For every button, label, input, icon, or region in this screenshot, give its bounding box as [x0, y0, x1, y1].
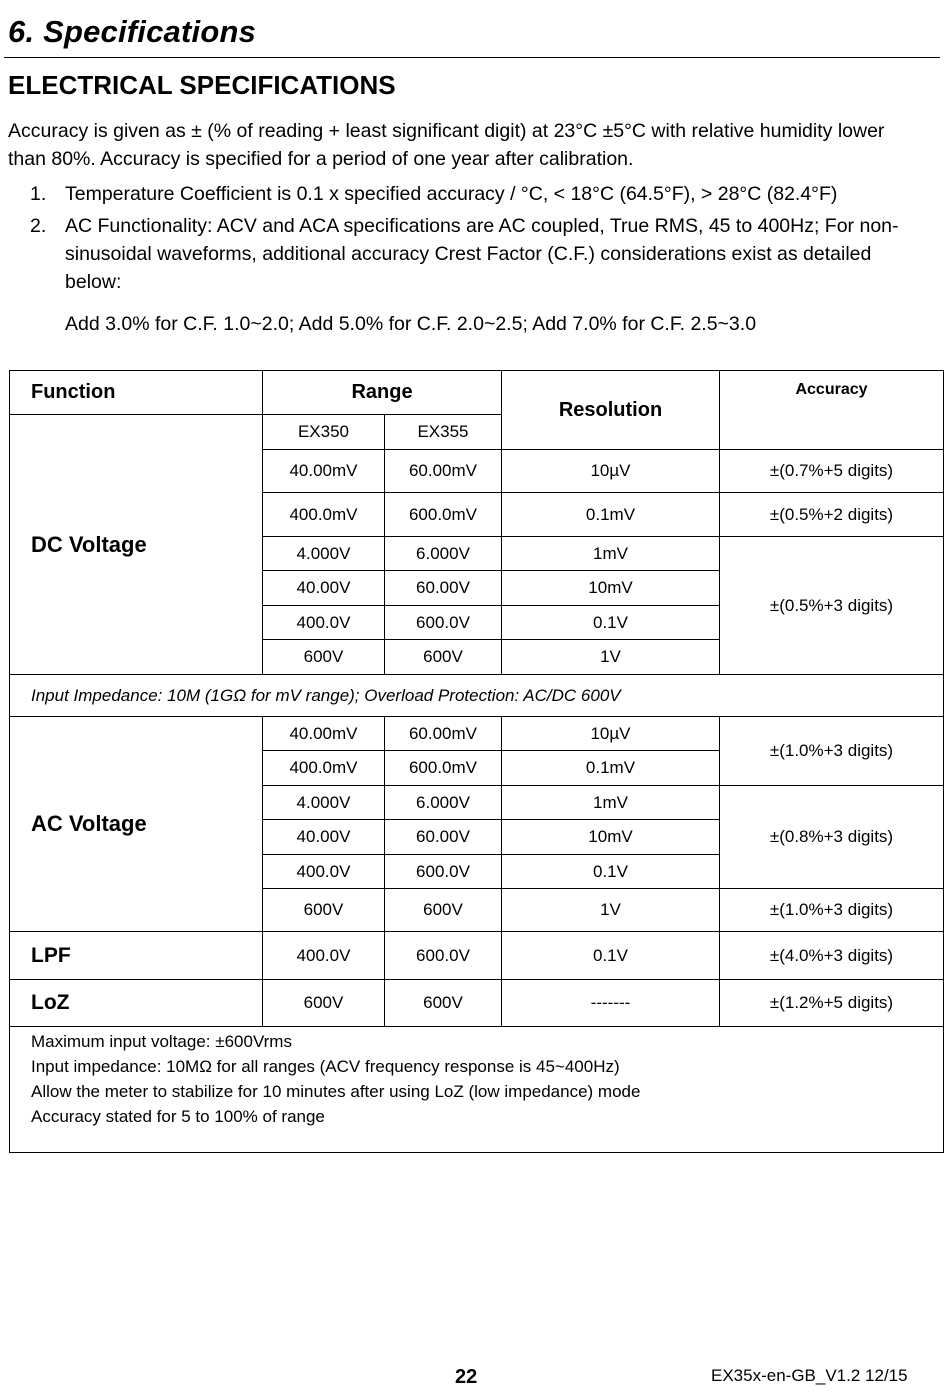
note-text: Temperature Coefficient is 0.1 x specified accuracy / °C, < 18°C (64.5°F), > 28°C (82.4°F) — [65, 183, 838, 205]
section-title: 6. Specifications — [8, 14, 257, 49]
accuracy: ±(1.0%+3 digits) — [720, 717, 944, 786]
header-function: Function — [10, 371, 263, 415]
resolution: 0.1V — [502, 855, 720, 889]
accuracy: ±(4.0%+3 digits) — [720, 932, 944, 980]
note-number: 1. — [30, 183, 47, 205]
range-ex355: 600.0V — [385, 855, 502, 889]
range-ex350: 400.0mV — [263, 493, 385, 537]
resolution: 10mV — [502, 571, 720, 606]
subheader-ex350: EX350 — [263, 415, 385, 450]
subtitle: ELECTRICAL SPECIFICATIONS — [8, 70, 396, 100]
header-resolution: Resolution — [502, 371, 720, 450]
accuracy: ±(0.5%+3 digits) — [720, 537, 944, 675]
resolution: 1mV — [502, 537, 720, 571]
note-text: AC Functionality: ACV and ACA specifications are AC coupled, True RMS, 45 to 400Hz; For non-sinusoidal waveforms, additional accuracy Crest Factor (C.F.) considerations exist as detailed below: — [65, 215, 899, 293]
title-underline — [4, 57, 940, 58]
table-footer-notes — [10, 1027, 944, 1153]
accuracy: ±(0.5%+2 digits) — [720, 493, 944, 537]
range-ex355: 600.0V — [385, 932, 502, 980]
resolution: 0.1V — [502, 932, 720, 980]
resolution: 0.1mV — [502, 493, 720, 537]
range-ex355: 600.0mV — [385, 493, 502, 537]
spec-table — [9, 370, 944, 1153]
resolution: 0.1V — [502, 606, 720, 640]
accuracy: ±(1.2%+5 digits) — [720, 980, 944, 1027]
range-ex355: 600V — [385, 980, 502, 1027]
function-loz: LoZ — [10, 980, 263, 1027]
accuracy: ±(1.0%+3 digits) — [720, 889, 944, 932]
range-ex350: 40.00V — [263, 820, 385, 855]
range-ex350: 400.0V — [263, 855, 385, 889]
range-ex350: 400.0V — [263, 606, 385, 640]
footer-note-line: Maximum input voltage: ±600Vrms — [31, 1032, 292, 1051]
notes-list — [30, 180, 910, 300]
page-number: 22 — [455, 1366, 478, 1388]
range-ex350: 40.00mV — [263, 717, 385, 751]
table-row — [10, 932, 944, 980]
footer-note-line: Accuracy stated for 5 to 100% of range — [31, 1107, 325, 1126]
range-ex355: 600.0mV — [385, 751, 502, 786]
accuracy: ±(0.8%+3 digits) — [720, 786, 944, 889]
crest-factor-line: Add 3.0% for C.F. 1.0~2.0; Add 5.0% for C.F. 2.0~2.5; Add 7.0% for C.F. 2.5~3.0 — [65, 313, 757, 335]
resolution: 1mV — [502, 786, 720, 820]
footer-note-line: Allow the meter to stabilize for 10 minutes after using LoZ (low impedance) mode — [31, 1082, 641, 1101]
resolution: ------- — [502, 980, 720, 1027]
resolution: 1V — [502, 640, 720, 675]
header-accuracy: Accuracy — [720, 371, 944, 450]
range-ex350: 600V — [263, 640, 385, 675]
note-item — [30, 212, 910, 296]
footer-note-line: Input impedance: 10MΩ for all ranges (ACV frequency response is 45~400Hz) — [31, 1057, 620, 1076]
range-ex355: 600.0V — [385, 606, 502, 640]
range-ex355: 6.000V — [385, 537, 502, 571]
dc-input-impedance-note: Input Impedance: 10M (1GΩ for mV range); Overload Protection: AC/DC 600V — [10, 675, 944, 717]
intro-paragraph: Accuracy is given as ± (% of reading + least significant digit) at 23°C ±5°C with relative humidity lower than 80%. Accuracy is specified for a period of one year after calibration. — [8, 120, 885, 170]
subheader-ex355: EX355 — [385, 415, 502, 450]
resolution: 0.1mV — [502, 751, 720, 786]
resolution: 10µV — [502, 717, 720, 751]
range-ex350: 4.000V — [263, 537, 385, 571]
range-ex355: 600V — [385, 640, 502, 675]
range-ex350: 4.000V — [263, 786, 385, 820]
range-ex355: 60.00mV — [385, 450, 502, 493]
table-header-row — [10, 371, 944, 415]
range-ex350: 400.0V — [263, 932, 385, 980]
table-footer-row — [10, 1027, 944, 1153]
range-ex350: 600V — [263, 889, 385, 932]
resolution: 1V — [502, 889, 720, 932]
function-dc-voltage: DC Voltage — [10, 415, 263, 675]
note-item — [30, 180, 910, 208]
range-ex355: 60.00V — [385, 571, 502, 606]
resolution: 10µV — [502, 450, 720, 493]
table-row — [10, 980, 944, 1027]
accuracy: ±(0.7%+5 digits) — [720, 450, 944, 493]
range-ex355: 6.000V — [385, 786, 502, 820]
range-ex350: 600V — [263, 980, 385, 1027]
function-lpf: LPF — [10, 932, 263, 980]
function-ac-voltage: AC Voltage — [10, 717, 263, 932]
range-ex355: 600V — [385, 889, 502, 932]
range-ex350: 40.00V — [263, 571, 385, 606]
range-ex355: 60.00mV — [385, 717, 502, 751]
document-reference: EX35x-en-GB_V1.2 12/15 — [711, 1366, 908, 1385]
table-note-row — [10, 675, 944, 717]
table-row — [10, 717, 944, 751]
resolution: 10mV — [502, 820, 720, 855]
range-ex355: 60.00V — [385, 820, 502, 855]
header-range: Range — [263, 371, 502, 415]
note-number: 2. — [30, 215, 47, 237]
range-ex350: 40.00mV — [263, 450, 385, 493]
range-ex350: 400.0mV — [263, 751, 385, 786]
